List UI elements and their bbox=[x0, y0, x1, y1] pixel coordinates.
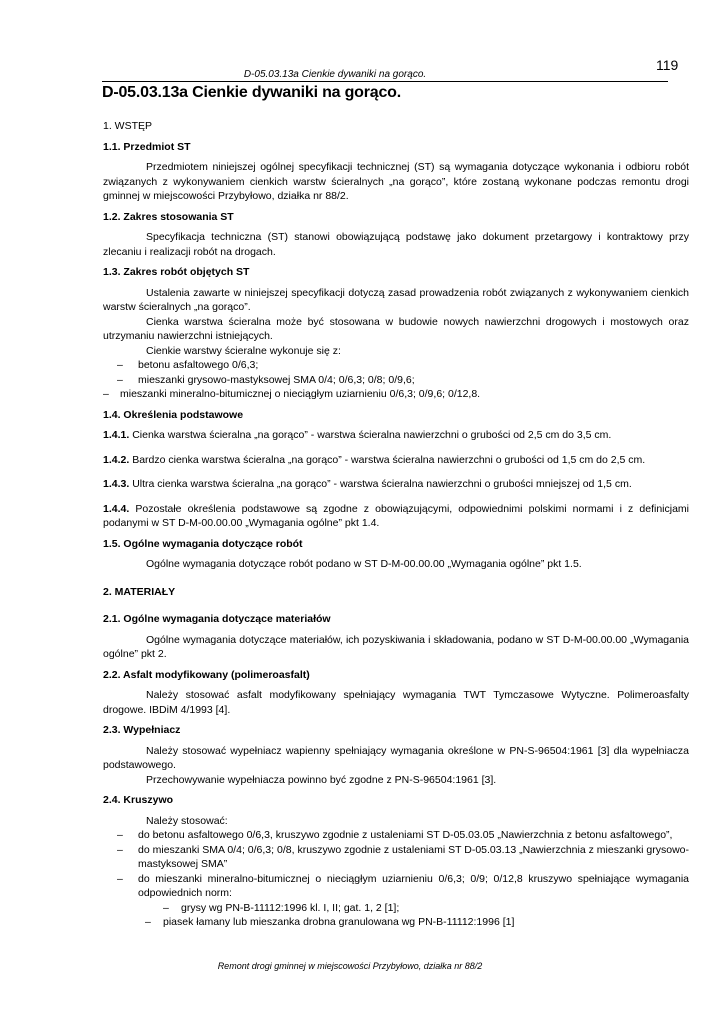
heading-1-4: 1.4. Określenia podstawowe bbox=[103, 408, 244, 421]
running-header: D-05.03.13a Cienkie dywaniki na gorąco. bbox=[243, 69, 427, 80]
heading-2-2: 2.2. Asfalt modyfikowany (polimeroasfalt) bbox=[103, 668, 310, 681]
paragraph-2-4: Należy stosować: bbox=[146, 814, 228, 827]
section-1-title: 1. WSTĘP bbox=[103, 120, 153, 132]
paragraph-2-3b: Przechowywanie wypełniacza powinno być zgodne z PN-S-96504:1961 [3]. bbox=[146, 773, 497, 786]
paragraph-1-1: Przedmiotem niniejszej ogólnej specyfikacji technicznej (ST) są wymagania dotyczące wykonania i odbioru robót związanych z wykonywaniem cienkich warstw ścieralnych „na gorąco”, które zostaną wykonane podczas remontu drogi gminnej w miejscowości Przybyłowo, działka nr 88/2. bbox=[103, 161, 689, 202]
heading-2-1: 2.1. Ogólne wymagania dotyczące materiałów bbox=[103, 613, 331, 625]
paragraph-2-2: Należy stosować asfalt modyfikowany spełniający wymagania TWT Tymczasowe Wytyczne. Polimeroasfalty drogowe. IBDiM 4/1993 [4]. bbox=[103, 689, 689, 716]
header-rule bbox=[102, 81, 668, 82]
list-subitem: – grysy wg PN-B-11112:1996 kl. I, II; gat. 1, 2 [1]; bbox=[163, 901, 400, 914]
list-item: – betonu asfaltowego 0/6,3; bbox=[117, 359, 259, 371]
paragraph-2-3a: Należy stosować wypełniacz wapienny spełniający wymagania określone w PN-S-96504:1961 [3] dla wypełniacza podstawowego. bbox=[103, 744, 689, 771]
list-subitem: – piasek łamany lub mieszanka drobna granulowana wg PN-B-11112:1996 [1] bbox=[145, 916, 515, 928]
paragraph-1-5: Ogólne wymagania dotyczące robót podano w ST D-M-00.00.00 „Wymagania ogólne” pkt 1.5. bbox=[146, 558, 582, 570]
heading-1-3: 1.3. Zakres robót objętych ST bbox=[103, 266, 250, 278]
document-title: D-05.03.13a Cienkie dywaniki na gorąco. bbox=[102, 84, 401, 101]
paragraph-1-3b: Cienka warstwa ścieralna może być stosowana w budowie nowych nawierzchni drogowych i mostowych oraz utrzymaniu nawierzchni istniejących. bbox=[103, 315, 689, 342]
heading-1-1: 1.1. Przedmiot ST bbox=[103, 140, 191, 153]
paragraph-1-3c: Cienkie warstwy ścieralne wykonuje się z: bbox=[146, 344, 341, 357]
heading-1-5: 1.5. Ogólne wymagania dotyczące robót bbox=[103, 537, 303, 550]
document-body bbox=[103, 119, 689, 930]
section-2-title: 2. MATERIAŁY bbox=[103, 585, 176, 598]
heading-2-3: 2.3. Wypełniacz bbox=[103, 724, 181, 736]
list-item: – do betonu asfaltowego 0/6,3, kruszywo zgodnie z ustaleniami ST D-05.03.05 „Nawierzchnia z betonu asfaltowego”, bbox=[117, 829, 673, 841]
definition-1-4-2: 1.4.2. Bardzo cienka warstwa ścieralna „na gorąco” - warstwa ścieralna nawierzchni o grubości od 1,5 cm do 2,5 cm. bbox=[103, 453, 646, 466]
paragraph-2-1: Ogólne wymagania dotyczące materiałów, ich pozyskiwania i składowania, podano w ST D-M-00.00.00 „Wymagania ogólne” pkt 2. bbox=[103, 633, 689, 660]
definition-1-4-3: 1.4.3. Ultra cienka warstwa ścieralna „na gorąco” - warstwa ścieralna nawierzchni o grubości mniejszej od 1,5 cm. bbox=[103, 478, 632, 490]
paragraph-1-2: Specyfikacja techniczna (ST) stanowi obowiązującą podstawę jako dokument przetargowy i kontraktowy przy zlecaniu i realizacji robót na drogach. bbox=[103, 231, 689, 258]
definition-1-4-1: 1.4.1. Cienka warstwa ścieralna „na gorąco” - warstwa ścieralna nawierzchni o grubości od 2,5 cm do 3,5 cm. bbox=[103, 429, 612, 441]
list-item: – do mieszanki SMA 0/4; 0/6,3; 0/8, kruszywo zgodnie z ustaleniami ST D-05.03.13 „Nawierzchnia z mieszanki grysowo-mastyksowej SMA” bbox=[117, 843, 689, 870]
page-footer: Remont drogi gminnej w miejscowości Przybyłowo, działka nr 88/2 bbox=[217, 961, 483, 971]
list-item: – mieszanki mineralno-bitumicznej o nieciągłym uziarnieniu 0/6,3; 0/9,6; 0/12,8. bbox=[103, 388, 481, 400]
definition-1-4-4: 1.4.4. Pozostałe określenia podstawowe są zgodne z obowiązującymi, odpowiednimi polskimi normami i z definicjami podanymi w ST D-M-00.00.00 „Wymagania ogólne” pkt 1.4. bbox=[103, 502, 689, 529]
list-item: – do mieszanki mineralno-bitumicznej o nieciągłym uziarnieniu 0/6,3; 0/9; 0/12,8 kruszywo spełniające wymagania odpowiednich norm: bbox=[117, 872, 689, 899]
list-item: – mieszanki grysowo-mastyksowej SMA 0/4; 0/6,3; 0/8; 0/9,6; bbox=[117, 373, 415, 386]
paragraph-1-3a: Ustalenia zawarte w niniejszej specyfikacji dotyczą zasad prowadzenia robót związanych z wykonywaniem cienkich warstw ścieralnych „na gorąco”. bbox=[103, 286, 689, 313]
heading-1-2: 1.2. Zakres stosowania ST bbox=[103, 210, 234, 223]
heading-2-4: 2.4. Kruszywo bbox=[103, 794, 174, 806]
page-number: 119 bbox=[656, 57, 679, 73]
